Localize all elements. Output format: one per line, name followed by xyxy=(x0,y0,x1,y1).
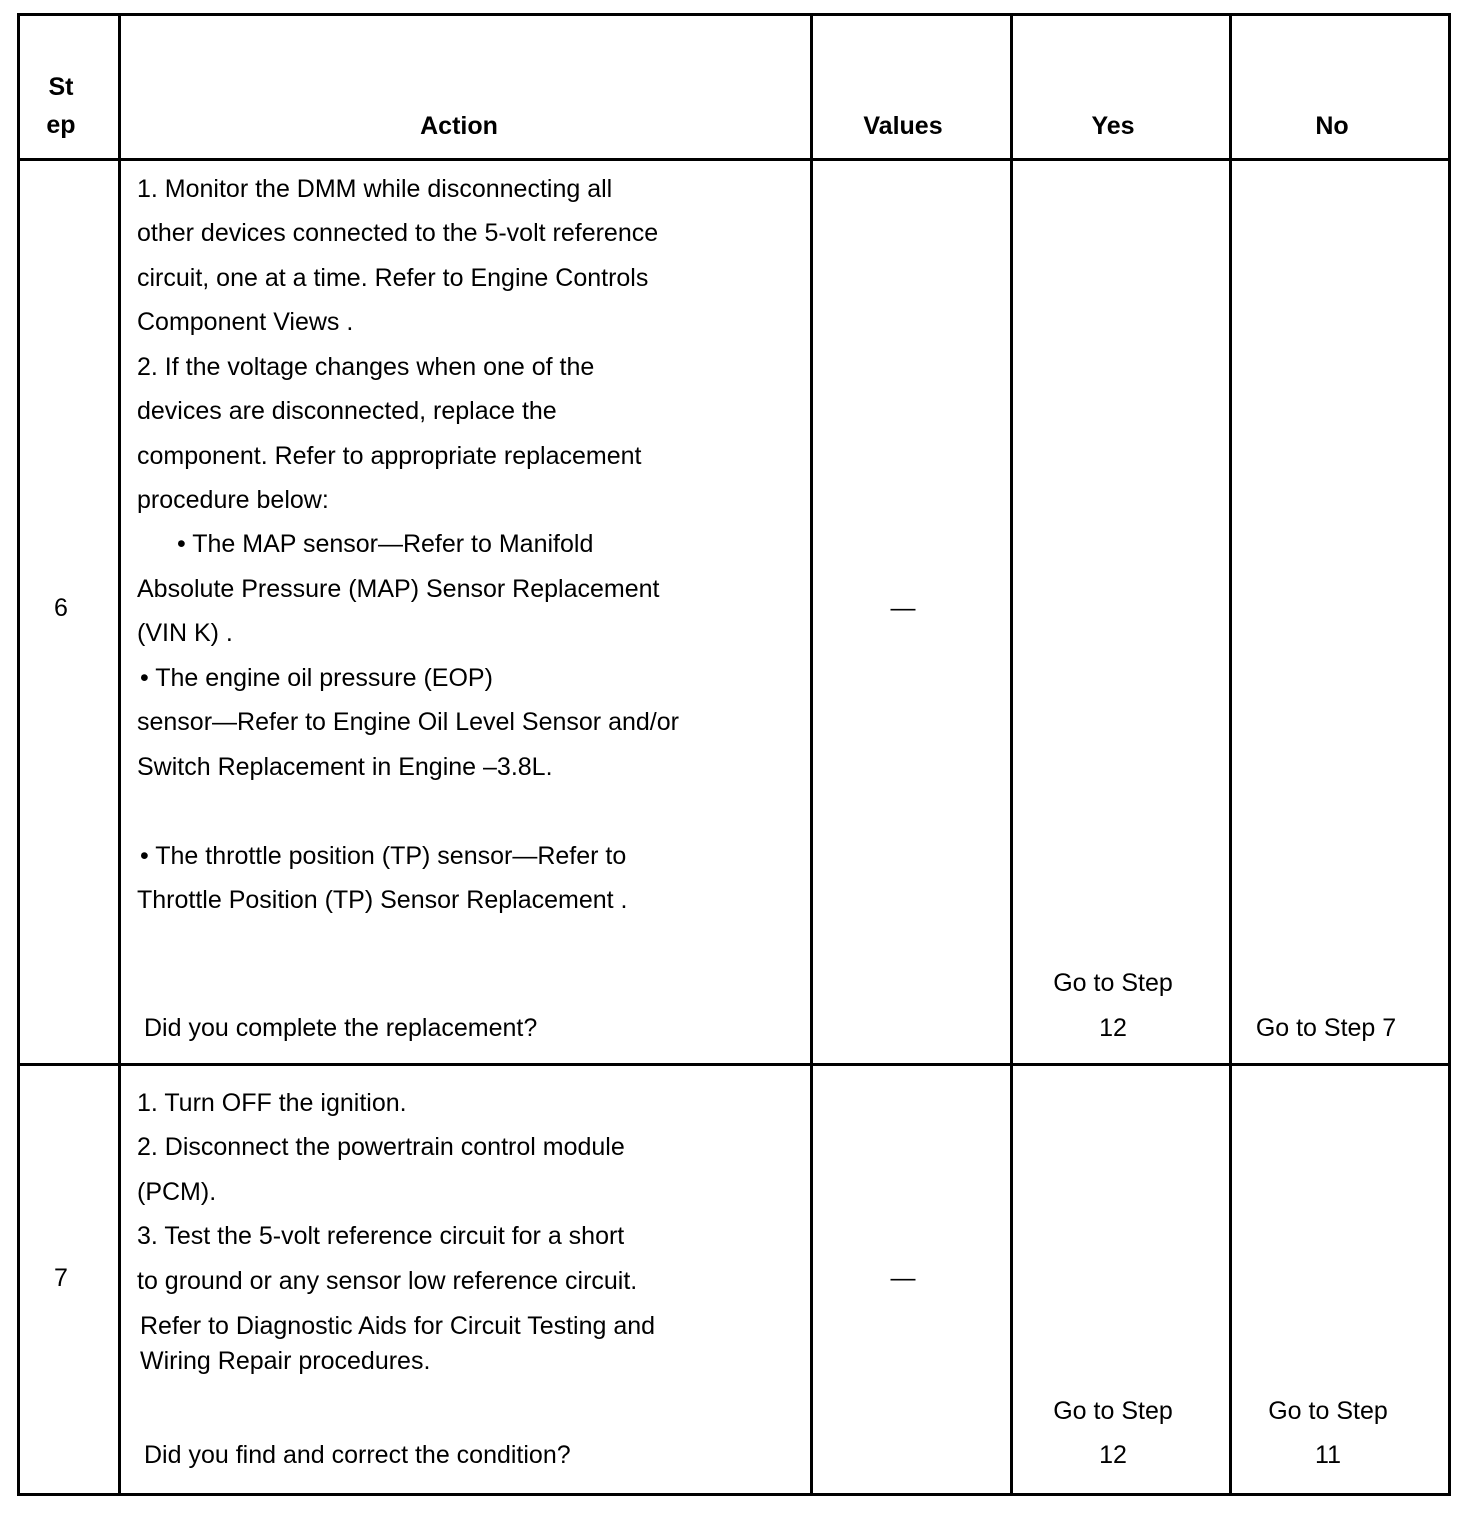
action-question: Did you complete the replacement? xyxy=(144,1014,538,1042)
header-step-line2: ep xyxy=(46,111,76,139)
action-line: procedure below: xyxy=(137,486,329,514)
action-line: circuit, one at a time. Refer to Engine Controls xyxy=(137,264,649,292)
action-line: to ground or any sensor low reference circuit. xyxy=(137,1267,638,1295)
row-line xyxy=(17,1063,1451,1066)
header-step xyxy=(20,68,102,144)
action-line: Absolute Pressure (MAP) Sensor Replacement xyxy=(137,575,660,603)
values-cell: — xyxy=(890,594,916,622)
action-line: 3. Test the 5-volt reference circuit for a short xyxy=(137,1222,625,1250)
yes-line: 12 xyxy=(1099,1441,1127,1469)
col-line xyxy=(118,13,121,1496)
header-no: No xyxy=(1315,112,1349,140)
action-line: Switch Replacement in Engine –3.8L. xyxy=(137,753,553,781)
values-cell: — xyxy=(890,1264,916,1292)
action-line: component. Refer to appropriate replacement xyxy=(137,442,642,470)
step-number: 7 xyxy=(54,1264,68,1292)
col-line xyxy=(1448,13,1451,1496)
action-line: Wiring Repair procedures. xyxy=(140,1347,431,1375)
action-line: (VIN K) . xyxy=(137,619,233,647)
action-line: (PCM). xyxy=(137,1178,217,1206)
action-line: sensor—Refer to Engine Oil Level Sensor and/or xyxy=(137,708,679,736)
action-line: 1. Turn OFF the ignition. xyxy=(137,1089,407,1117)
action-line: Throttle Position (TP) Sensor Replacement . xyxy=(137,886,628,914)
step-number: 6 xyxy=(54,594,68,622)
action-line: Component Views . xyxy=(137,308,354,336)
action-line: • The MAP sensor—Refer to Manifold xyxy=(177,530,594,558)
header-step-line1: St xyxy=(48,73,74,101)
yes-line: Go to Step xyxy=(1053,969,1173,997)
header-values: Values xyxy=(863,112,943,140)
yes-line: Go to Step xyxy=(1053,1397,1173,1425)
action-line: 2. Disconnect the powertrain control module xyxy=(137,1133,625,1161)
action-line: 2. If the voltage changes when one of the xyxy=(137,353,595,381)
col-line xyxy=(1010,13,1013,1496)
header-action: Action xyxy=(420,112,498,140)
no-line: Go to Step xyxy=(1268,1397,1388,1425)
yes-line: 12 xyxy=(1099,1014,1127,1042)
col-line xyxy=(1229,13,1232,1496)
row-line xyxy=(17,13,1451,16)
action-line: • The throttle position (TP) sensor—Refer to xyxy=(140,842,627,870)
action-line: Refer to Diagnostic Aids for Circuit Testing and xyxy=(140,1312,656,1340)
no-line: 11 xyxy=(1315,1441,1341,1469)
no-line: Go to Step 7 xyxy=(1255,1014,1397,1042)
row-line xyxy=(17,158,1451,161)
action-question: Did you find and correct the condition? xyxy=(144,1441,571,1469)
row-line xyxy=(17,1493,1451,1496)
action-line: • The engine oil pressure (EOP) xyxy=(140,664,493,692)
action-line: 1. Monitor the DMM while disconnecting all xyxy=(137,175,613,203)
header-yes: Yes xyxy=(1091,112,1135,140)
action-line: other devices connected to the 5-volt reference xyxy=(137,219,659,247)
action-line: devices are disconnected, replace the xyxy=(137,397,557,425)
